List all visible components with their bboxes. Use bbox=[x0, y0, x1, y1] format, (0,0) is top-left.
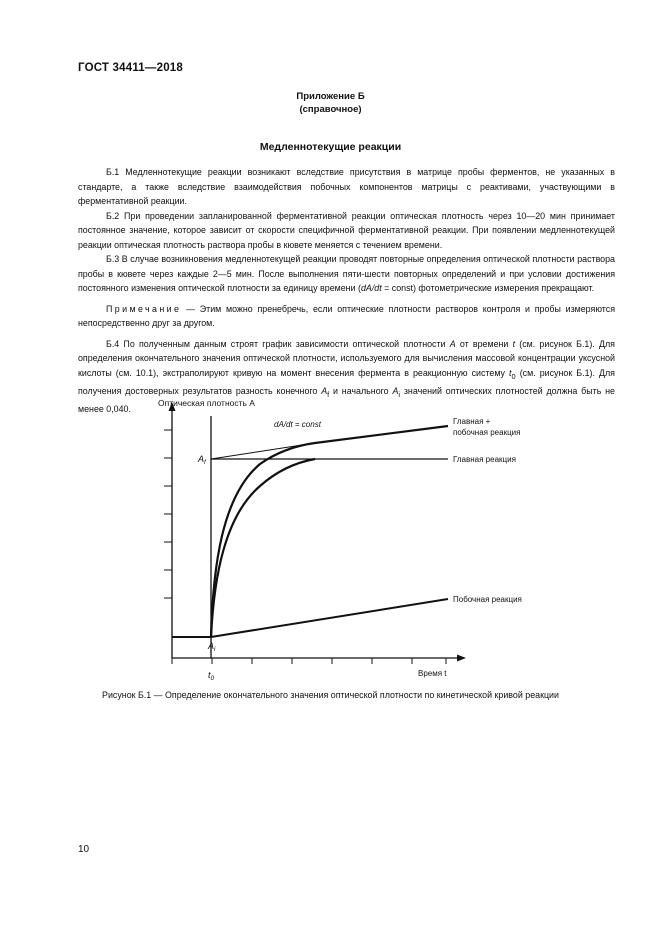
p4-symbol-t0: t bbox=[509, 367, 512, 378]
p4-symbol-t0-sub: 0 bbox=[511, 371, 516, 381]
y-ticks bbox=[164, 430, 172, 598]
p4-symbol-t: t bbox=[512, 338, 516, 349]
p4-text-f: значений оптических плотностей должна быть не менее 0,040. bbox=[78, 385, 615, 415]
kinetic-curve-figure bbox=[150, 396, 522, 686]
slope-label: dA/dt = const bbox=[274, 420, 321, 429]
p4-symbol-a: A bbox=[449, 338, 456, 349]
p3-formula: dA/dt bbox=[360, 283, 382, 293]
p4-text-a: Б.4 По полученным данным строят график зависимости оптической плотности bbox=[106, 338, 450, 349]
p4-text-b: от времени bbox=[455, 338, 513, 349]
p4-text-e: и начального bbox=[329, 385, 393, 396]
document-body bbox=[78, 165, 615, 417]
p4-symbol-ai-sub: i bbox=[398, 389, 401, 399]
p4-text-c: (см. рисунок Б.1). Для определения окончательного значения оптической плотности, используемого для вычисления массовой концентрации уксусной кислоты (см. 10.1), экстраполируют кривую на момент внесения фермента в реакционную систему bbox=[78, 338, 615, 378]
label-main-plus-side-1: Главная + bbox=[453, 417, 491, 426]
curve-main-reaction bbox=[211, 459, 315, 637]
x-axis-arrow bbox=[457, 655, 466, 662]
note-label: Примечание bbox=[106, 303, 182, 314]
paragraph-b1: Б.1 Медленнотекущие реакции возникают вследствие присутствия в матрице пробы ферментов, не указанных в стандарте, а также вследствие взаимодействия побочных компонентов матрицы с реактивами, участвующими в ферментативной реакции. bbox=[78, 167, 615, 206]
curve-side-reaction bbox=[211, 599, 448, 637]
p4-symbol-af-sub: f bbox=[327, 389, 330, 399]
note-paragraph bbox=[78, 302, 615, 331]
section-title: Медленнотекущие реакции bbox=[259, 141, 402, 153]
note-text: — Этим можно пренебречь, если оптические плотности растворов контроля и пробы измеряются непосредственно друг за другом. bbox=[78, 303, 615, 328]
y-axis-label: Оптическая плотность A bbox=[158, 398, 255, 408]
label-side: Побочная реакция bbox=[453, 595, 522, 604]
appendix-note: (справочное) bbox=[299, 104, 362, 115]
af-label: $A_f$ bbox=[198, 454, 206, 466]
p4-text-d: (см. рисунок Б.1). Для получения достоверных результатов разность конечного bbox=[78, 367, 615, 396]
t0-label: $t_0$ bbox=[208, 670, 215, 682]
paragraph-b2: Б.2 При проведении запланированной ферментативной реакции оптическая плотность через 10—20 мин принимает постоянное значение, которое зависит от скорости специфичной ферментативной реакции. При появлении медленнотекущей реакции оптическая плотность раствора пробы в кювете меняется с течением времени. bbox=[78, 210, 615, 250]
page-number: 10 bbox=[78, 844, 90, 855]
paragraph-b3 bbox=[78, 252, 615, 296]
ai-label: $A_i$ bbox=[208, 641, 216, 653]
p3-text-a: Б.3 В случае возникновения медленнотекущей реакции проводят повторные определения оптической плотности раствора пробы в кювете через каждые 2—5 мин. После выполнения пяти-шести повторных определений и при условии достижения постоянного изменения оптической плотности за единицу времени ( bbox=[78, 254, 615, 293]
label-main: Главная реакция bbox=[453, 455, 516, 464]
p4-symbol-ai: A bbox=[392, 385, 399, 396]
label-main-plus-side-2: побочная реакция bbox=[453, 428, 521, 437]
standard-header: ГОСТ 34411—2018 bbox=[78, 62, 183, 74]
x-ticks bbox=[172, 658, 446, 664]
p4-symbol-af: A bbox=[321, 385, 328, 396]
figure-caption: Рисунок Б.1 — Определение окончательного значения оптической плотности по кинетической кривой реакции bbox=[102, 690, 559, 700]
appendix-title: Приложение Б bbox=[296, 91, 365, 102]
x-axis-label: Время t bbox=[418, 669, 447, 678]
p3-text-b: = const) фотометрические измерения прекращают. bbox=[381, 283, 595, 293]
